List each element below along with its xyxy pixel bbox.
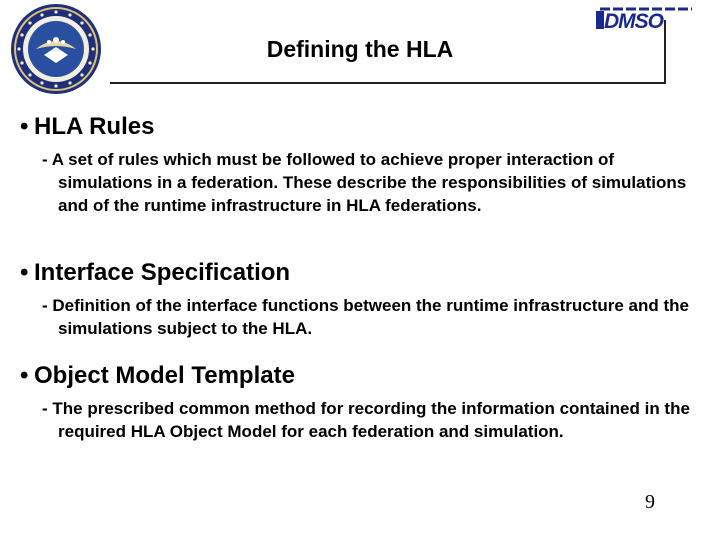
section-heading-text: Interface Specification: [34, 259, 291, 286]
bullet-icon: •: [20, 362, 29, 389]
section-description: - Definition of the interface functions between the runtime infrastructure and the simulations subject to the HLA.: [42, 296, 689, 338]
section-heading: [20, 258, 700, 288]
bullet-icon: •: [20, 113, 29, 140]
section-description: - A set of rules which must be followed to achieve proper interaction of simulations in a federation. These describe the responsibilities of simulations and of the runtime infrastructure in HLA federations.: [42, 150, 687, 215]
section-interface-specification: [20, 258, 700, 340]
dmso-logo: [596, 6, 696, 32]
page-number: 9: [645, 491, 655, 513]
section-object-model-template: [20, 361, 700, 443]
section-heading-text: Object Model Template: [34, 362, 295, 389]
dod-seal-logo: [10, 3, 102, 95]
section-heading: [20, 361, 700, 391]
svg-text:DMSO: DMSO: [604, 10, 663, 32]
section-hla-rules: [20, 112, 700, 217]
section-heading-text: HLA Rules: [34, 113, 155, 140]
section-heading: [20, 112, 700, 142]
slide-title: Defining the HLA: [266, 36, 454, 62]
section-description: - The prescribed common method for recording the information contained in the required HLA Object Model for each federation and simulation.: [42, 399, 690, 441]
bullet-icon: •: [20, 259, 29, 286]
